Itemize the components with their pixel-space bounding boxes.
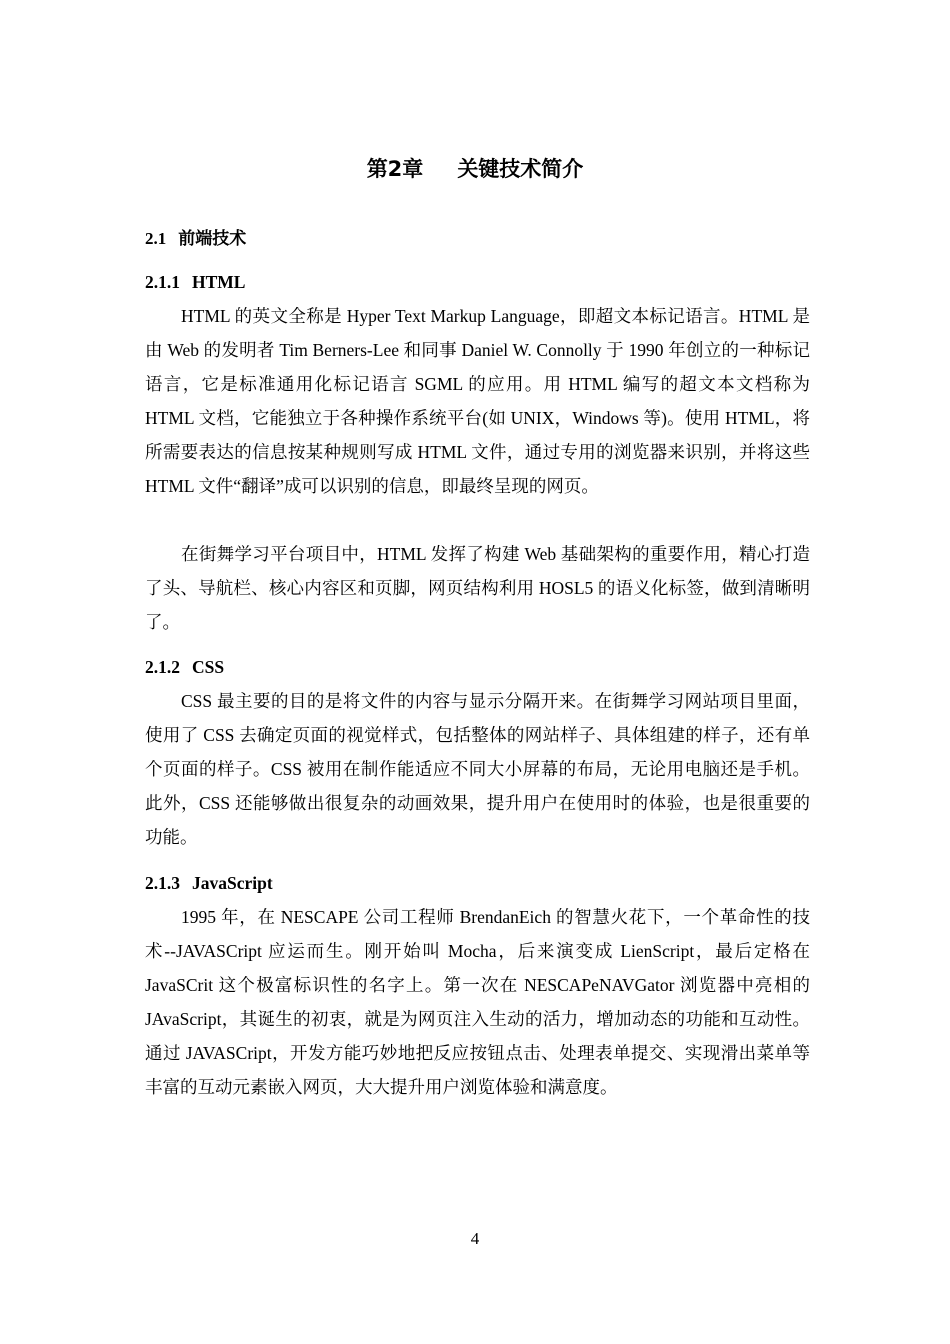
paragraph-html-intro: HTML 的英文全称是 Hyper Text Markup Language，即超文本标记语言。HTML 是由 Web 的发明者 Tim Berners-Lee 和同事 Daniel W. Connolly 于 1990 年创立的一种标记语言，它是标准通用化标记语言 SGML 的应用。用 HTML 编写的超文本文档称为 HTML 文档，它能独立于各种操作系统平台(如 UNIX，Windows 等)。使用 HTML，将所需要表达的信息按某种规则写成 HTML 文件，通过专用的浏览器来识别，并将这些 HTML 文件“翻译”成可以识别的信息，即最终呈现的网页。 — [145, 306, 810, 496]
subsection-heading-2-1-3 — [145, 873, 273, 894]
chapter-title — [0, 153, 950, 183]
paragraph-javascript: 1995 年，在 NESCAPE 公司工程师 BrendanEich 的智慧火花下，一个革命性的技术--JAVASCript 应运而生。刚开始叫 Mocha，后来演变成 LienScript，最后定格在 JavaSCrit 这个极富标识性的名字上。第一次在 NESCAPeNAVGator 浏览器中亮相的 JAvaScript，其诞生的初衷，就是为网页注入生动的活力，增加动态的功能和互动性。通过 JAVASCript，开发方能巧妙地把反应按钮点击、处理表单提交、实现滑出菜单等丰富的互动元素嵌入网页，大大提升用户浏览体验和满意度。 — [145, 907, 810, 1097]
subsection-number: 2.1.3 — [145, 873, 180, 893]
subsection-title: JavaScript — [192, 873, 273, 893]
chapter-title-text: 关键技术简介 — [457, 157, 584, 181]
subsection-title: HTML — [192, 272, 246, 292]
subsection-heading-2-1-1 — [145, 272, 245, 293]
paragraph-html-project: 在街舞学习平台项目中，HTML 发挥了构建 Web 基础架构的重要作用，精心打造了头、导航栏、核心内容区和页脚，网页结构利用 HOSL5 的语义化标签，做到清晰明了。 — [145, 544, 810, 632]
section-number: 2.1 — [145, 229, 167, 248]
chapter-number: 第2章 — [366, 157, 424, 181]
section-title: 前端技术 — [178, 229, 247, 249]
paragraph-css: CSS 最主要的目的是将文件的内容与显示分隔开来。在街舞学习网站项目里面，使用了 CSS 去确定页面的视觉样式，包括整体的网站样子、具体组建的样子，还有单个页面的样子。CSS 被用在制作能适应不同大小屏幕的布局，无论用电脑还是手机。此外，CSS 还能够做出很复杂的动画效果，提升用户在使用时的体验，也是很重要的功能。 — [145, 691, 810, 847]
subsection-title: CSS — [192, 657, 225, 677]
subsection-number: 2.1.1 — [145, 272, 180, 292]
subsection-heading-2-1-2 — [145, 657, 224, 678]
page-number: 4 — [470, 1229, 480, 1248]
section-heading-2-1 — [145, 224, 246, 249]
subsection-number: 2.1.2 — [145, 657, 180, 677]
